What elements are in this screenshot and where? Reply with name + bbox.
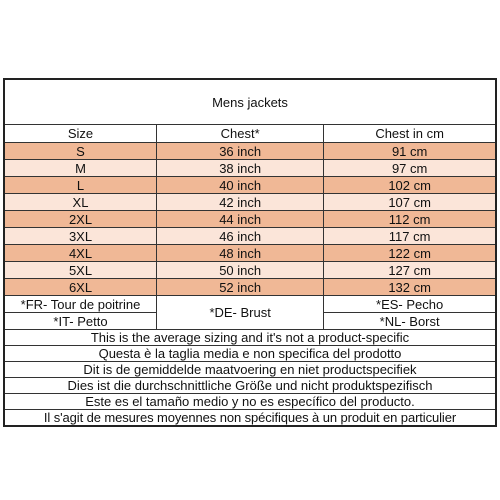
- language-row: [4, 296, 496, 313]
- chest-inch-cell: 38 inch: [157, 160, 324, 177]
- size-cell: S: [4, 143, 157, 160]
- chest-inch-cell: 46 inch: [157, 228, 324, 245]
- lang-fr: *FR- Tour de poitrine: [4, 296, 157, 313]
- chest-cm-cell: 127 cm: [324, 262, 496, 279]
- disclaimer-row: [4, 378, 496, 394]
- header-chest-cm: Chest in cm: [324, 125, 496, 143]
- chest-cm-cell: 117 cm: [324, 228, 496, 245]
- chest-cm-cell: 112 cm: [324, 211, 496, 228]
- chest-cm-cell: 122 cm: [324, 245, 496, 262]
- size-cell: 6XL: [4, 279, 157, 296]
- size-row: [4, 245, 496, 262]
- size-row: [4, 279, 496, 296]
- header-size: Size: [4, 125, 157, 143]
- chest-inch-cell: 44 inch: [157, 211, 324, 228]
- size-row: [4, 262, 496, 279]
- size-cell: M: [4, 160, 157, 177]
- title-row: [4, 79, 496, 125]
- size-cell: 3XL: [4, 228, 157, 245]
- lang-de: *DE- Brust: [157, 296, 324, 330]
- chest-cm-cell: 107 cm: [324, 194, 496, 211]
- lang-es: *ES- Pecho: [324, 296, 496, 313]
- header-chest: Chest*: [157, 125, 324, 143]
- chest-inch-cell: 48 inch: [157, 245, 324, 262]
- disclaimer-row: [4, 346, 496, 362]
- chest-inch-cell: 42 inch: [157, 194, 324, 211]
- size-row: [4, 143, 496, 160]
- size-row: [4, 228, 496, 245]
- disclaimer-row: [4, 410, 496, 427]
- disclaimer-row: [4, 394, 496, 410]
- disclaimer-text: Dit is de gemiddelde maatvoering en niet productspecifiek: [4, 362, 496, 378]
- disclaimer-text: Il s'agit de mesures moyennes non spécifiques à un produit en particulier: [4, 410, 496, 427]
- chest-cm-cell: 132 cm: [324, 279, 496, 296]
- size-cell: XL: [4, 194, 157, 211]
- disclaimer-text: Este es el tamaño medio y no es específico del producto.: [4, 394, 496, 410]
- size-row: [4, 211, 496, 228]
- size-cell: L: [4, 177, 157, 194]
- chest-cm-cell: 91 cm: [324, 143, 496, 160]
- disclaimer-row: [4, 362, 496, 378]
- chest-inch-cell: 52 inch: [157, 279, 324, 296]
- size-cell: 5XL: [4, 262, 157, 279]
- size-chart-table: [3, 78, 497, 427]
- disclaimer-text: This is the average sizing and it's not a product-specific: [4, 330, 496, 346]
- lang-nl: *NL- Borst: [324, 313, 496, 330]
- chest-cm-cell: 97 cm: [324, 160, 496, 177]
- size-cell: 2XL: [4, 211, 157, 228]
- size-row: [4, 194, 496, 211]
- chest-inch-cell: 36 inch: [157, 143, 324, 160]
- chest-inch-cell: 50 inch: [157, 262, 324, 279]
- size-cell: 4XL: [4, 245, 157, 262]
- size-row: [4, 177, 496, 194]
- lang-it: *IT- Petto: [4, 313, 157, 330]
- chest-cm-cell: 102 cm: [324, 177, 496, 194]
- disclaimer-row: [4, 330, 496, 346]
- header-row: [4, 125, 496, 143]
- disclaimer-text: Dies ist die durchschnittliche Größe und nicht produktspezifisch: [4, 378, 496, 394]
- chest-inch-cell: 40 inch: [157, 177, 324, 194]
- chart-title: Mens jackets: [4, 79, 496, 125]
- size-row: [4, 160, 496, 177]
- disclaimer-text: Questa è la taglia media e non specifica del prodotto: [4, 346, 496, 362]
